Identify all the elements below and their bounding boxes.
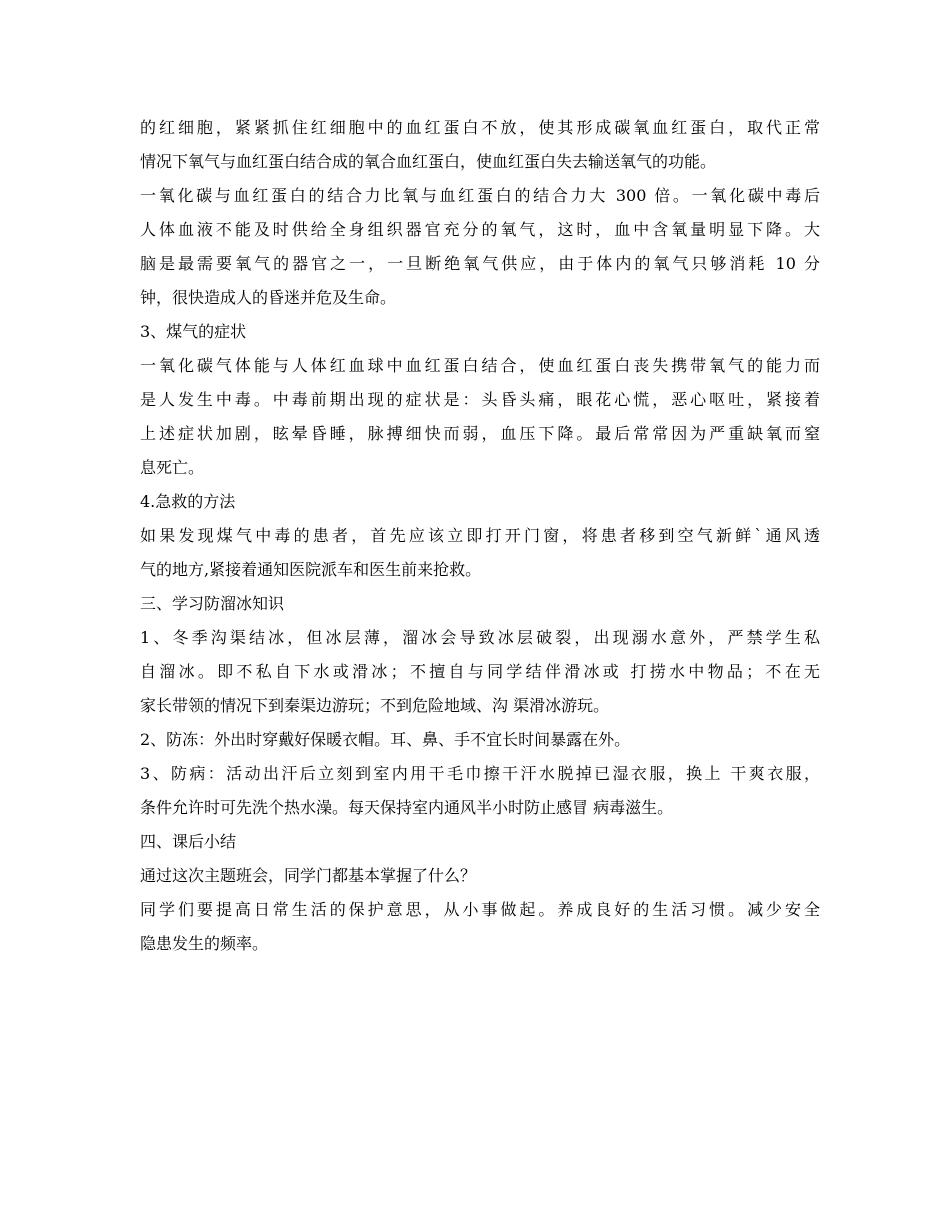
section-heading: 3、煤气的症状 <box>140 322 247 341</box>
text-line: 1、冬季沟渠结冰，但冰层薄，溜冰会导致冰层破裂，出现溺水意外，严禁学生私 <box>140 628 820 647</box>
text-line: 3、防病：活动出汗后立刻到室内用干毛巾擦干汗水脱掉已湿衣服，换上 干爽衣服， <box>140 764 820 783</box>
text-line: 如果发现煤气中毒的患者，首先应该立即打开门窗，将患者移到空气新鲜`通风透 <box>140 526 820 545</box>
text-line: 上述症状加剧，眩晕昏睡，脉搏细快而弱，血压下降。最后常常因为严重缺氧而窒 <box>140 424 820 443</box>
text-line: 自溜冰。即不私自下水或滑冰；不擅自与同学结伴滑冰或 打捞水中物品；不在无 <box>140 662 820 681</box>
text-line: 是人发生中毒。中毒前期出现的症状是：头昏头痛，眼花心慌，恶心呕吐，紧接着 <box>140 390 820 409</box>
section-heading: 4.急救的方法 <box>140 492 236 511</box>
text-line: 家长带领的情况下到秦渠边游玩；不到危险地域、沟 渠滑冰游玩。 <box>140 696 610 715</box>
text-line: 钟，很快造成人的昏迷并危及生命。 <box>140 288 397 307</box>
text-line: 同学们要提高日常生活的保护意思，从小事做起。养成良好的生活习惯。减少安全 <box>140 900 820 919</box>
section-heading: 三、学习防溜冰知识 <box>140 594 285 613</box>
text-line: 人体血液不能及时供给全身组织器官充分的氧气，这时，血中含氧量明显下降。大 <box>140 220 820 239</box>
text-line: 隐患发生的频率。 <box>140 934 269 953</box>
text-line: 2、防冻：外出时穿戴好保暖衣帽。耳、鼻、手不宜长时间暴露在外。 <box>140 730 631 749</box>
text-line: 一氧化碳与血红蛋白的结合力比氧与血红蛋白的结合力大 300 倍。一氧化碳中毒后 <box>140 186 820 205</box>
text-line: 息死亡。 <box>140 458 205 477</box>
text-line: 的红细胞，紧紧抓住红细胞中的血红蛋白不放，使其形成碳氧血红蛋白，取代正常 <box>140 118 820 137</box>
text-line: 脑是最需要氧气的器官之一，一旦断绝氧气供应，由于体内的氧气只够消耗 10 分 <box>140 254 820 273</box>
text-line: 气的地方,紧接着通知医院派车和医生前来抢救。 <box>140 560 482 579</box>
text-line: 情况下氧气与血红蛋白结合成的氧合血红蛋白，使血红蛋白失去输送氧气的功能。 <box>140 152 717 171</box>
section-heading: 四、课后小结 <box>140 832 237 851</box>
text-line: 一氧化碳气体能与人体红血球中血红蛋白结合，使血红蛋白丧失携带氧气的能力而 <box>140 356 820 375</box>
text-line: 条件允许时可先洗个热水澡。每天保持室内通风半小时防止感冒 病毒滋生。 <box>140 798 674 817</box>
text-line: 通过这次主题班会，同学门都基本掌握了什么？ <box>140 866 477 885</box>
document-body <box>140 111 820 961</box>
